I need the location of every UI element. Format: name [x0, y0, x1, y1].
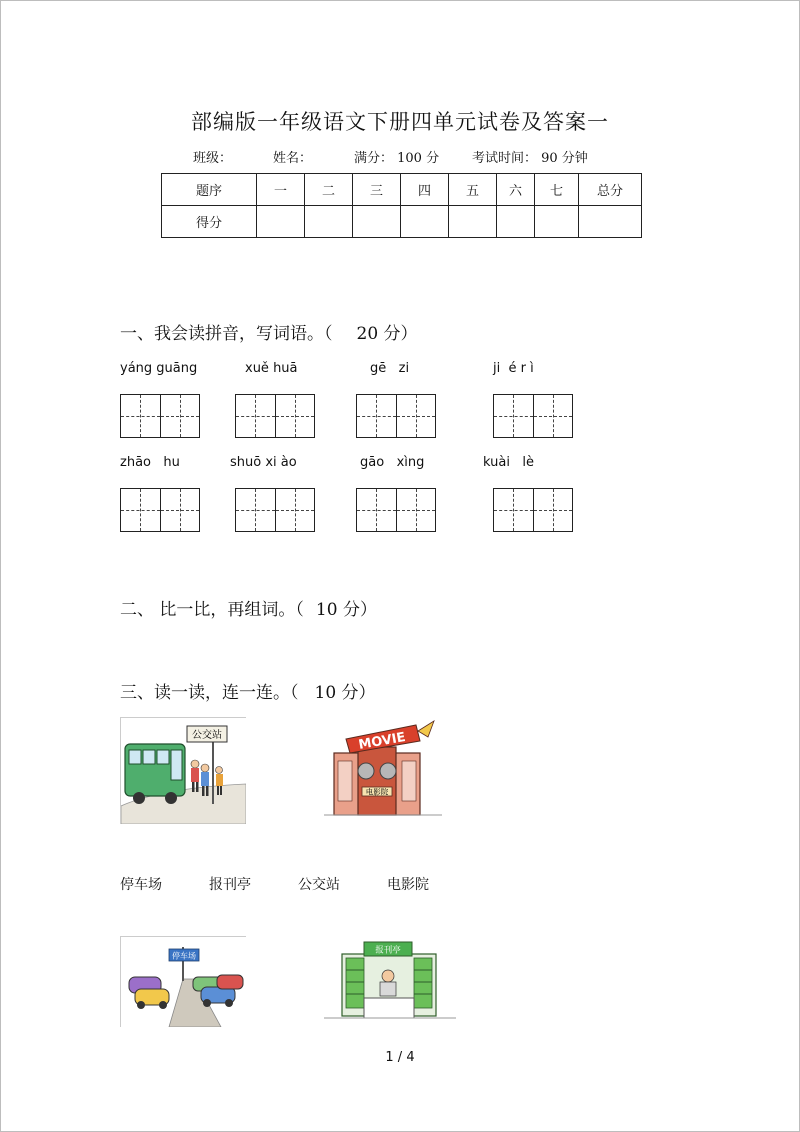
bus-stop-sign-text: 公交站 [192, 730, 222, 741]
score-table-col-5: 五 [449, 174, 497, 206]
page-number: 1 / 4 [385, 1050, 415, 1065]
score-cell[interactable] [579, 206, 642, 238]
score-table-score-row [162, 206, 642, 238]
cinema-illustration [324, 717, 442, 823]
section1-points: 20 分） [356, 324, 418, 344]
score-table [161, 173, 642, 238]
pinyin-7: gāo xìng [360, 455, 425, 470]
score-table-col-3: 三 [353, 174, 401, 206]
kiosk-image [324, 936, 456, 1026]
section2-heading: 二、 比一比，再组词。（ 10 分） [120, 600, 377, 620]
pinyin-6: shuō xi ào [230, 455, 297, 470]
score-table-header-row [162, 174, 642, 206]
match-word-parking: 停车场 [120, 877, 162, 893]
page-title: 部编版一年级语文下册四单元试卷及答案一 [191, 110, 609, 134]
bus-stop-illustration [121, 718, 246, 824]
section3-heading: 三、读一读，连一连。（ 10 分） [120, 683, 376, 703]
bus-stop-image [120, 717, 246, 824]
pinyin-2: xuě huā [245, 361, 298, 376]
score-table-row-label: 得分 [162, 206, 257, 238]
parking-lot-image [120, 936, 246, 1027]
kiosk-sign-text: 报刊亭 [375, 945, 401, 956]
pinyin-1: yáng guāng [120, 361, 198, 376]
score-cell[interactable] [353, 206, 401, 238]
writing-grid[interactable] [356, 488, 436, 532]
score-table-col-total: 总分 [579, 174, 642, 206]
name-label: 姓名： [273, 151, 313, 166]
section3-points: 10 分） [314, 683, 376, 703]
kiosk-illustration [324, 936, 456, 1026]
score-cell[interactable] [305, 206, 353, 238]
score-cell[interactable] [401, 206, 449, 238]
cinema-sign-text: 电影院 [365, 787, 389, 797]
writing-grid[interactable] [120, 394, 200, 438]
match-word-kiosk: 报刊亭 [209, 877, 251, 893]
score-table-header-label: 题序 [162, 174, 257, 206]
score-cell[interactable] [449, 206, 497, 238]
writing-grid[interactable] [235, 394, 315, 438]
score-table-col-1: 一 [257, 174, 305, 206]
writing-grid[interactable] [235, 488, 315, 532]
score-cell[interactable] [257, 206, 305, 238]
score-table-col-7: 七 [535, 174, 579, 206]
writing-grid[interactable] [493, 488, 573, 532]
parking-sign-text: 停车场 [172, 951, 196, 961]
score-cell[interactable] [535, 206, 579, 238]
score-table-col-2: 二 [305, 174, 353, 206]
parking-lot-illustration [121, 937, 246, 1027]
match-word-cinema: 电影院 [387, 877, 429, 893]
score-table-col-4: 四 [401, 174, 449, 206]
writing-grid[interactable] [493, 394, 573, 438]
cinema-image [324, 717, 442, 823]
class-label: 班级： [193, 151, 233, 166]
score-cell[interactable] [497, 206, 535, 238]
section1-heading: 一、我会读拼音，写词语。（ 20 分） [120, 324, 418, 344]
pinyin-3: gē zi [370, 361, 410, 376]
exam-time-label: 考试时间： 90 分钟 [472, 151, 588, 166]
cinema-banner-text: MOVIE [357, 729, 407, 753]
match-word-bus-stop: 公交站 [298, 877, 340, 893]
full-score-label: 满分： 100 分 [354, 151, 440, 166]
score-table-col-6: 六 [497, 174, 535, 206]
section2-points: 10 分） [315, 600, 377, 620]
pinyin-5: zhāo hu [120, 455, 180, 470]
writing-grid[interactable] [356, 394, 436, 438]
pinyin-4: ji é r ì [493, 361, 534, 376]
writing-grid[interactable] [120, 488, 200, 532]
pinyin-8: kuài lè [483, 455, 534, 470]
